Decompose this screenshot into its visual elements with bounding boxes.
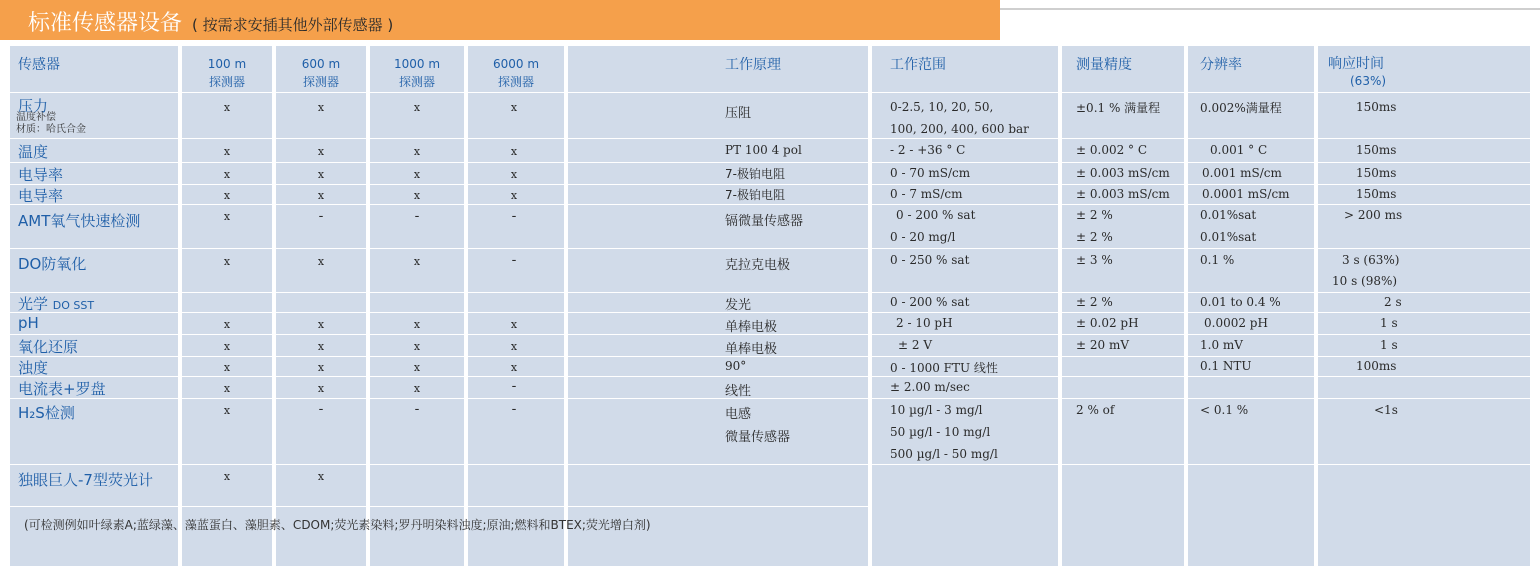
row-name-conductivity-2: 电导率 <box>18 187 64 205</box>
header-resolution: 分辨率 <box>1200 57 1242 73</box>
cell-principle: 发光 <box>725 298 752 313</box>
cell-accuracy: ± 0.003 mS/cm <box>1076 187 1170 201</box>
cell-600m: x <box>317 189 325 202</box>
header-range: 工作范围 <box>890 57 946 73</box>
cell-600m: x <box>317 318 325 331</box>
cell-1000m: x <box>413 255 421 268</box>
cell-principle: 7-极铂电阻 <box>725 188 785 202</box>
col-bg-600m <box>276 46 366 566</box>
header-600m-line1: 600 m <box>301 57 341 71</box>
cell-1000m: x <box>413 145 421 158</box>
header-accuracy: 测量精度 <box>1076 57 1132 73</box>
cell-response-line1: 3 s (63%) <box>1342 253 1400 267</box>
row-name-conductivity: 电导率 <box>18 166 64 184</box>
row-separator <box>10 92 1530 93</box>
row-name-h2s: H₂S检测 <box>18 404 75 422</box>
sensor-spec-table <box>0 46 1540 566</box>
cell-1000m: x <box>413 318 421 331</box>
row-name-redox: 氧化还原 <box>18 338 79 356</box>
cell-range-line3: 500 µg/l - 50 mg/l <box>890 447 998 461</box>
row-separator <box>10 464 1530 465</box>
cell-range: - 2 - +36 ° C <box>890 143 966 157</box>
cell-principle-line2: 微量传感器 <box>725 430 791 445</box>
cell-response-line2: 10 s (98%) <box>1332 274 1398 288</box>
header-6000m-line1: 6000 m <box>492 57 540 71</box>
cell-accuracy-line2: ± 2 % <box>1076 230 1113 244</box>
cell-1000m: x <box>413 168 421 181</box>
cell-600m: - <box>318 208 324 224</box>
cell-6000m: x <box>510 189 518 202</box>
cell-100m: x <box>223 382 231 395</box>
row-name-temperature: 温度 <box>18 143 49 161</box>
cell-principle: 镉微量传感器 <box>725 214 804 229</box>
cell-600m: x <box>317 168 325 181</box>
cell-6000m: x <box>510 340 518 353</box>
cell-100m: x <box>223 404 231 417</box>
col-bg-1000m <box>370 46 464 566</box>
cell-principle: PT 100 4 pol <box>725 143 802 157</box>
header-principle: 工作原理 <box>725 57 781 73</box>
cell-6000m: - <box>511 208 517 224</box>
cell-600m: x <box>317 101 325 114</box>
cell-range: 0 - 70 mS/cm <box>890 166 971 180</box>
cell-600m: x <box>317 145 325 158</box>
row-name-turbidity: 浊度 <box>18 359 49 377</box>
header-response-line1: 响应时间 <box>1328 56 1384 72</box>
row-separator <box>10 204 1530 205</box>
col-bg-response <box>1318 46 1530 566</box>
cell-range: 2 - 10 pH <box>896 316 953 330</box>
cell-resolution-line1: 0.01%sat <box>1200 208 1257 222</box>
row-note-material: 材质：哈氏合金 <box>16 124 86 135</box>
cell-range: 0 - 200 % sat <box>890 295 970 309</box>
row-name-amt-oxygen: AMT氧气快速检测 <box>18 212 141 230</box>
row-separator <box>10 138 1530 139</box>
cell-resolution: 0.1 NTU <box>1200 359 1252 373</box>
header-100m <box>182 55 272 91</box>
cell-principle: 压阻 <box>725 106 752 121</box>
cell-response: 150ms <box>1356 143 1397 157</box>
row-name-do-antioxidation: DO防氧化 <box>18 255 87 273</box>
cell-principle: 7-极铂电阻 <box>725 167 785 181</box>
cell-range: 0 - 250 % sat <box>890 253 970 267</box>
footnote: (可检测例如叶绿素A;蓝绿藻、藻蓝蛋白、藻胆素、CDOM;荧光素染料;罗丹明染料浊度;原油;燃料和BTEX;荧光增白剂) <box>24 518 651 532</box>
cell-resolution: 0.0001 mS/cm <box>1202 187 1290 201</box>
cell-response: 150ms <box>1356 187 1397 201</box>
cell-response: <1s <box>1374 403 1398 417</box>
cell-600m: x <box>317 340 325 353</box>
header-6000m-line2: 探测器 <box>497 75 534 89</box>
cell-resolution: 0.01 to 0.4 % <box>1200 295 1281 309</box>
cell-principle-line1: 电感 <box>725 407 752 422</box>
cell-range-line1: 0 - 200 % sat <box>896 208 976 222</box>
cell-principle: 单棒电极 <box>725 342 778 357</box>
cell-600m: x <box>317 361 325 374</box>
cell-accuracy: ± 0.003 mS/cm <box>1076 166 1170 180</box>
row-name-ph: pH <box>18 314 39 332</box>
cell-accuracy: ± 0.02 pH <box>1076 316 1139 330</box>
cell-range-line1: 10 µg/l - 3 mg/l <box>890 403 983 417</box>
cell-accuracy: ± 0.002 ° C <box>1076 143 1148 157</box>
cell-1000m: x <box>413 101 421 114</box>
cell-response: 1 s <box>1380 338 1398 352</box>
cell-accuracy: ± 2 % <box>1076 295 1113 309</box>
cell-100m: x <box>223 361 231 374</box>
header-1000m-line2: 探测器 <box>398 75 435 89</box>
cell-600m: x <box>317 382 325 395</box>
cell-accuracy: ±0.1 % 满量程 <box>1076 101 1161 115</box>
col-bg-100m <box>182 46 272 566</box>
cell-6000m: - <box>511 378 517 394</box>
cell-resolution: 0.001 ° C <box>1210 143 1268 157</box>
row-separator <box>10 248 1530 249</box>
cell-response: > 200 ms <box>1344 208 1403 222</box>
col-bg-6000m <box>468 46 564 566</box>
row-separator <box>10 398 1530 399</box>
cell-accuracy: 2 % of <box>1076 403 1115 417</box>
header-1000m <box>370 55 464 91</box>
header-600m <box>276 55 366 91</box>
cell-100m: x <box>223 318 231 331</box>
cell-resolution: 0.0002 pH <box>1204 316 1268 330</box>
cell-accuracy-line1: ± 2 % <box>1076 208 1113 222</box>
cell-100m: x <box>223 145 231 158</box>
cell-100m: x <box>223 210 231 223</box>
row-name-current-meter-compass: 电流表+罗盘 <box>18 380 106 398</box>
col-bg-principle <box>568 46 868 566</box>
cell-range: 0 - 7 mS/cm <box>890 187 963 201</box>
cell-principle: 克拉克电极 <box>725 258 791 273</box>
header-response-line2: (63%) <box>1350 74 1387 88</box>
cell-resolution: 0.001 mS/cm <box>1202 166 1282 180</box>
cell-accuracy: ± 20 mV <box>1076 338 1129 352</box>
cell-1000m: x <box>413 382 421 395</box>
cell-resolution: 0.1 % <box>1200 253 1235 267</box>
cell-6000m: x <box>510 318 518 331</box>
cell-response: 150ms <box>1356 100 1397 114</box>
cell-range-line1: 0-2.5, 10, 20, 50, <box>890 100 994 114</box>
row-name-optical-main: 光学 <box>18 295 49 313</box>
cell-principle: 90° <box>725 359 747 373</box>
row-note-temp-comp: 温度补偿 <box>16 112 56 123</box>
cell-range-line2: 50 µg/l - 10 mg/l <box>890 425 991 439</box>
cell-range-line2: 0 - 20 mg/l <box>890 230 956 244</box>
header-1000m-line1: 1000 m <box>393 57 441 71</box>
cell-6000m: x <box>510 168 518 181</box>
page-title: 标准传感器设备 <box>28 11 183 36</box>
cell-resolution-line2: 0.01%sat <box>1200 230 1257 244</box>
cell-accuracy: ± 3 % <box>1076 253 1113 267</box>
cell-resolution: 1.0 mV <box>1200 338 1243 352</box>
row-separator <box>10 506 870 507</box>
header-response <box>1328 56 1386 90</box>
row-separator <box>10 312 1530 313</box>
row-separator <box>10 162 1530 163</box>
cell-resolution: 0.002%满量程 <box>1200 101 1282 115</box>
cell-resolution: < 0.1 % <box>1200 403 1249 417</box>
cell-6000m: x <box>510 101 518 114</box>
row-separator <box>10 376 1530 377</box>
cell-6000m: - <box>511 401 517 417</box>
cell-600m: x <box>317 470 325 483</box>
cell-range: ± 2 V <box>898 338 932 352</box>
row-separator <box>10 292 1530 293</box>
cell-100m: x <box>223 470 231 483</box>
cell-range: 0 - 1000 FTU 线性 <box>890 361 998 375</box>
cell-range: ± 2.00 m/sec <box>890 380 970 394</box>
cell-response: 2 s <box>1384 295 1402 309</box>
cell-100m: x <box>223 101 231 114</box>
row-name-optical-do <box>18 293 94 314</box>
row-name-pressure: 压力 <box>18 97 49 115</box>
row-name-cyclops7-fluorometer: 独眼巨人-7型荧光计 <box>18 471 153 489</box>
header-100m-line2: 探测器 <box>208 75 245 89</box>
cell-6000m: x <box>510 361 518 374</box>
row-separator <box>10 184 1530 185</box>
cell-100m: x <box>223 340 231 353</box>
cell-100m: x <box>223 168 231 181</box>
cell-1000m: - <box>414 208 420 224</box>
cell-principle: 单棒电极 <box>725 320 778 335</box>
cell-1000m: x <box>413 340 421 353</box>
header-600m-line2: 探测器 <box>302 75 339 89</box>
cell-6000m: - <box>511 252 517 268</box>
cell-1000m: - <box>414 401 420 417</box>
cell-response: 150ms <box>1356 166 1397 180</box>
cell-response: 1 s <box>1380 316 1398 330</box>
cell-range-line2: 100, 200, 400, 600 bar <box>890 122 1029 136</box>
cell-1000m: x <box>413 189 421 202</box>
header-6000m <box>468 55 564 91</box>
cell-response: 100ms <box>1356 359 1397 373</box>
cell-100m: x <box>223 189 231 202</box>
header-100m-line1: 100 m <box>207 57 247 71</box>
header-divider-line <box>1000 8 1540 10</box>
page-subtitle: ( 按需求安插其他外部传感器 ) <box>192 16 394 34</box>
header-sensor: 传感器 <box>18 57 60 73</box>
cell-100m: x <box>223 255 231 268</box>
cell-600m: x <box>317 255 325 268</box>
cell-600m: - <box>318 401 324 417</box>
cell-1000m: x <box>413 361 421 374</box>
row-name-optical-small: DO SST <box>52 299 95 312</box>
cell-6000m: x <box>510 145 518 158</box>
cell-principle: 线性 <box>725 384 752 399</box>
